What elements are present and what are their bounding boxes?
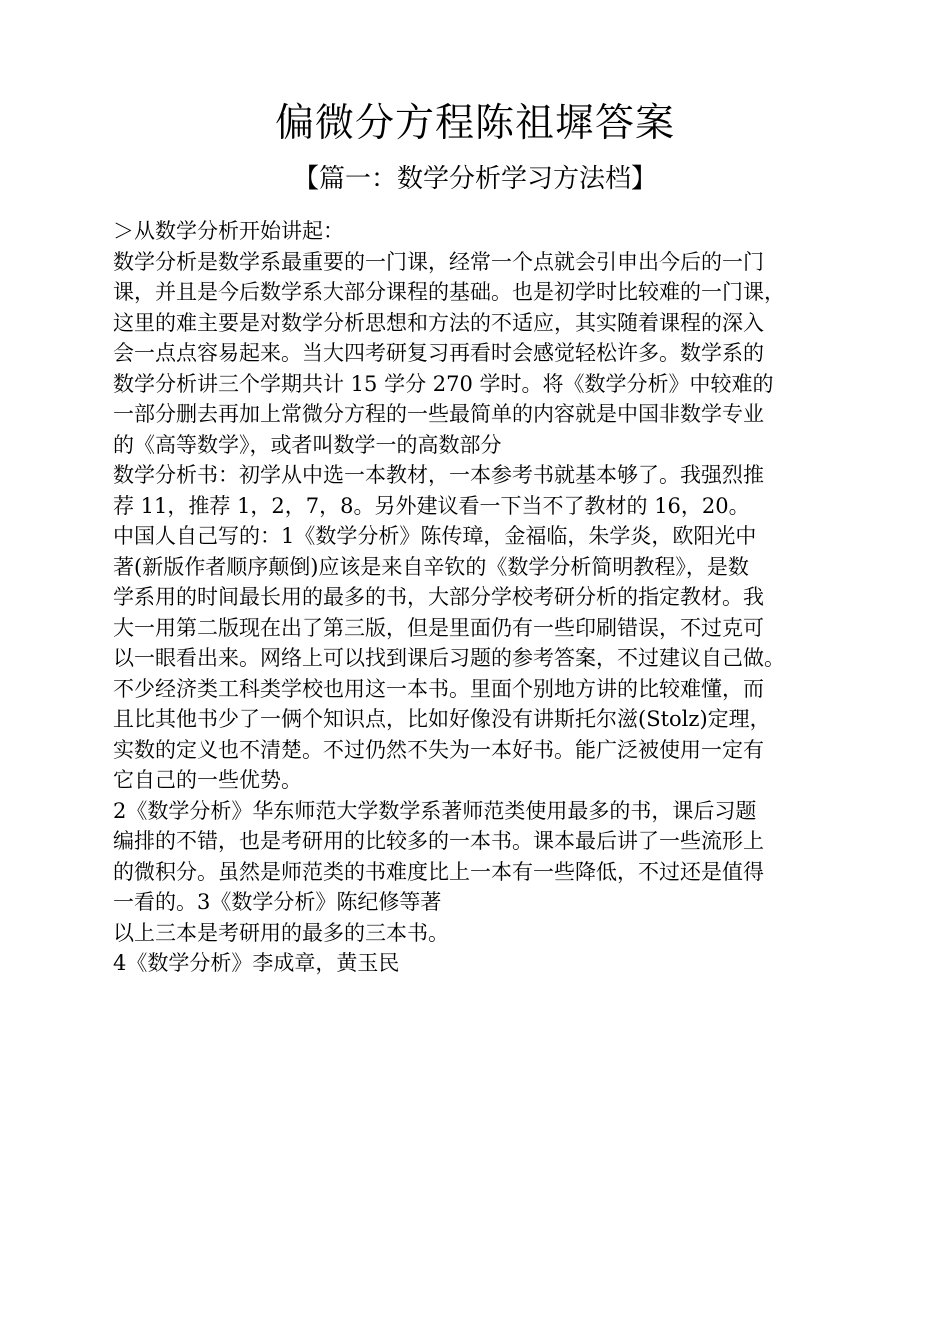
document-title: 偏微分方程陈祖墀答案 (274, 101, 675, 146)
body-line: 它自己的一些优势。 (113, 768, 302, 792)
body-line: 2《数学分析》华东师范大学数学系著师范类使用最多的书，课后习题 (113, 798, 757, 823)
body-line: 一看的。3《数学分析》陈纪修等著 (113, 890, 442, 914)
body-line: 以上三本是考研用的最多的三本书。 (113, 920, 449, 945)
body-line: 数学分析书：初学从中选一本教材，一本参考书就基本够了。我强烈推 (113, 463, 764, 487)
body-line: 课，并且是今后数学系大部分课程的基础。也是初学时比较难的一门课， (113, 280, 785, 304)
body-line: 著(新版作者顺序颠倒)应该是来自辛钦的《数学分析简明教程》，是数 (113, 554, 749, 579)
body-line: 学系用的时间最长用的最多的书，大部分学校考研分析的指定教材。我 (113, 585, 764, 609)
body-line: 这里的难主要是对数学分析思想和方法的不适应，其实随着课程的深入 (113, 310, 764, 335)
body-line: 会一点点容易起来。当大四考研复习再看时会感觉轻松许多。数学系的 (113, 341, 764, 365)
document-body (113, 216, 848, 979)
body-line: 实数的定义也不清楚。不过仍然不失为一本好书。能广泛被使用一定有 (113, 737, 764, 762)
body-line: 的《高等数学》，或者叫数学一的高数部分 (113, 432, 502, 457)
body-line: 中国人自己写的：1《数学分析》陈传璋，金福临，朱学炎，欧阳光中 (113, 524, 757, 548)
body-line: 且比其他书少了一俩个知识点，比如好像没有讲斯托尔滋(Stolz)定理， (113, 707, 771, 731)
body-line: 荐 11，推荐 1，2，7，8。另外建议看一下当不了教材的 16，20。 (113, 493, 750, 518)
body-line: 4《数学分析》李成章，黄玉民 (113, 951, 400, 975)
body-line: 数学分析是数学系最重要的一门课，经常一个点就会引申出今后的一门 (113, 249, 764, 274)
body-line: 数学分析讲三个学期共计 15 学分 270 学时。将《数学分析》中较难的 (113, 371, 774, 396)
body-line: 的微积分。虽然是师范类的书难度比上一本有一些降低，不过还是值得 (113, 859, 764, 884)
body-line: 一部分删去再加上常微分方程的一些最简单的内容就是中国非数学专业 (113, 402, 764, 426)
body-line: 以一眼看出来。网络上可以找到课后习题的参考答案，不过建议自己做。 (113, 646, 785, 670)
body-line: ＞从数学分析开始讲起： (113, 219, 344, 243)
body-line: 不少经济类工科类学校也用这一本书。里面个别地方讲的比较难懂，而 (113, 676, 764, 701)
document-subtitle: 【篇一：数学分析学习方法档】 (292, 164, 657, 194)
body-line: 编排的不错，也是考研用的比较多的一本书。课本最后讲了一些流形上 (113, 829, 764, 853)
body-line: 大一用第二版现在出了第三版，但是里面仍有一些印刷错误，不过克可 (113, 615, 764, 640)
